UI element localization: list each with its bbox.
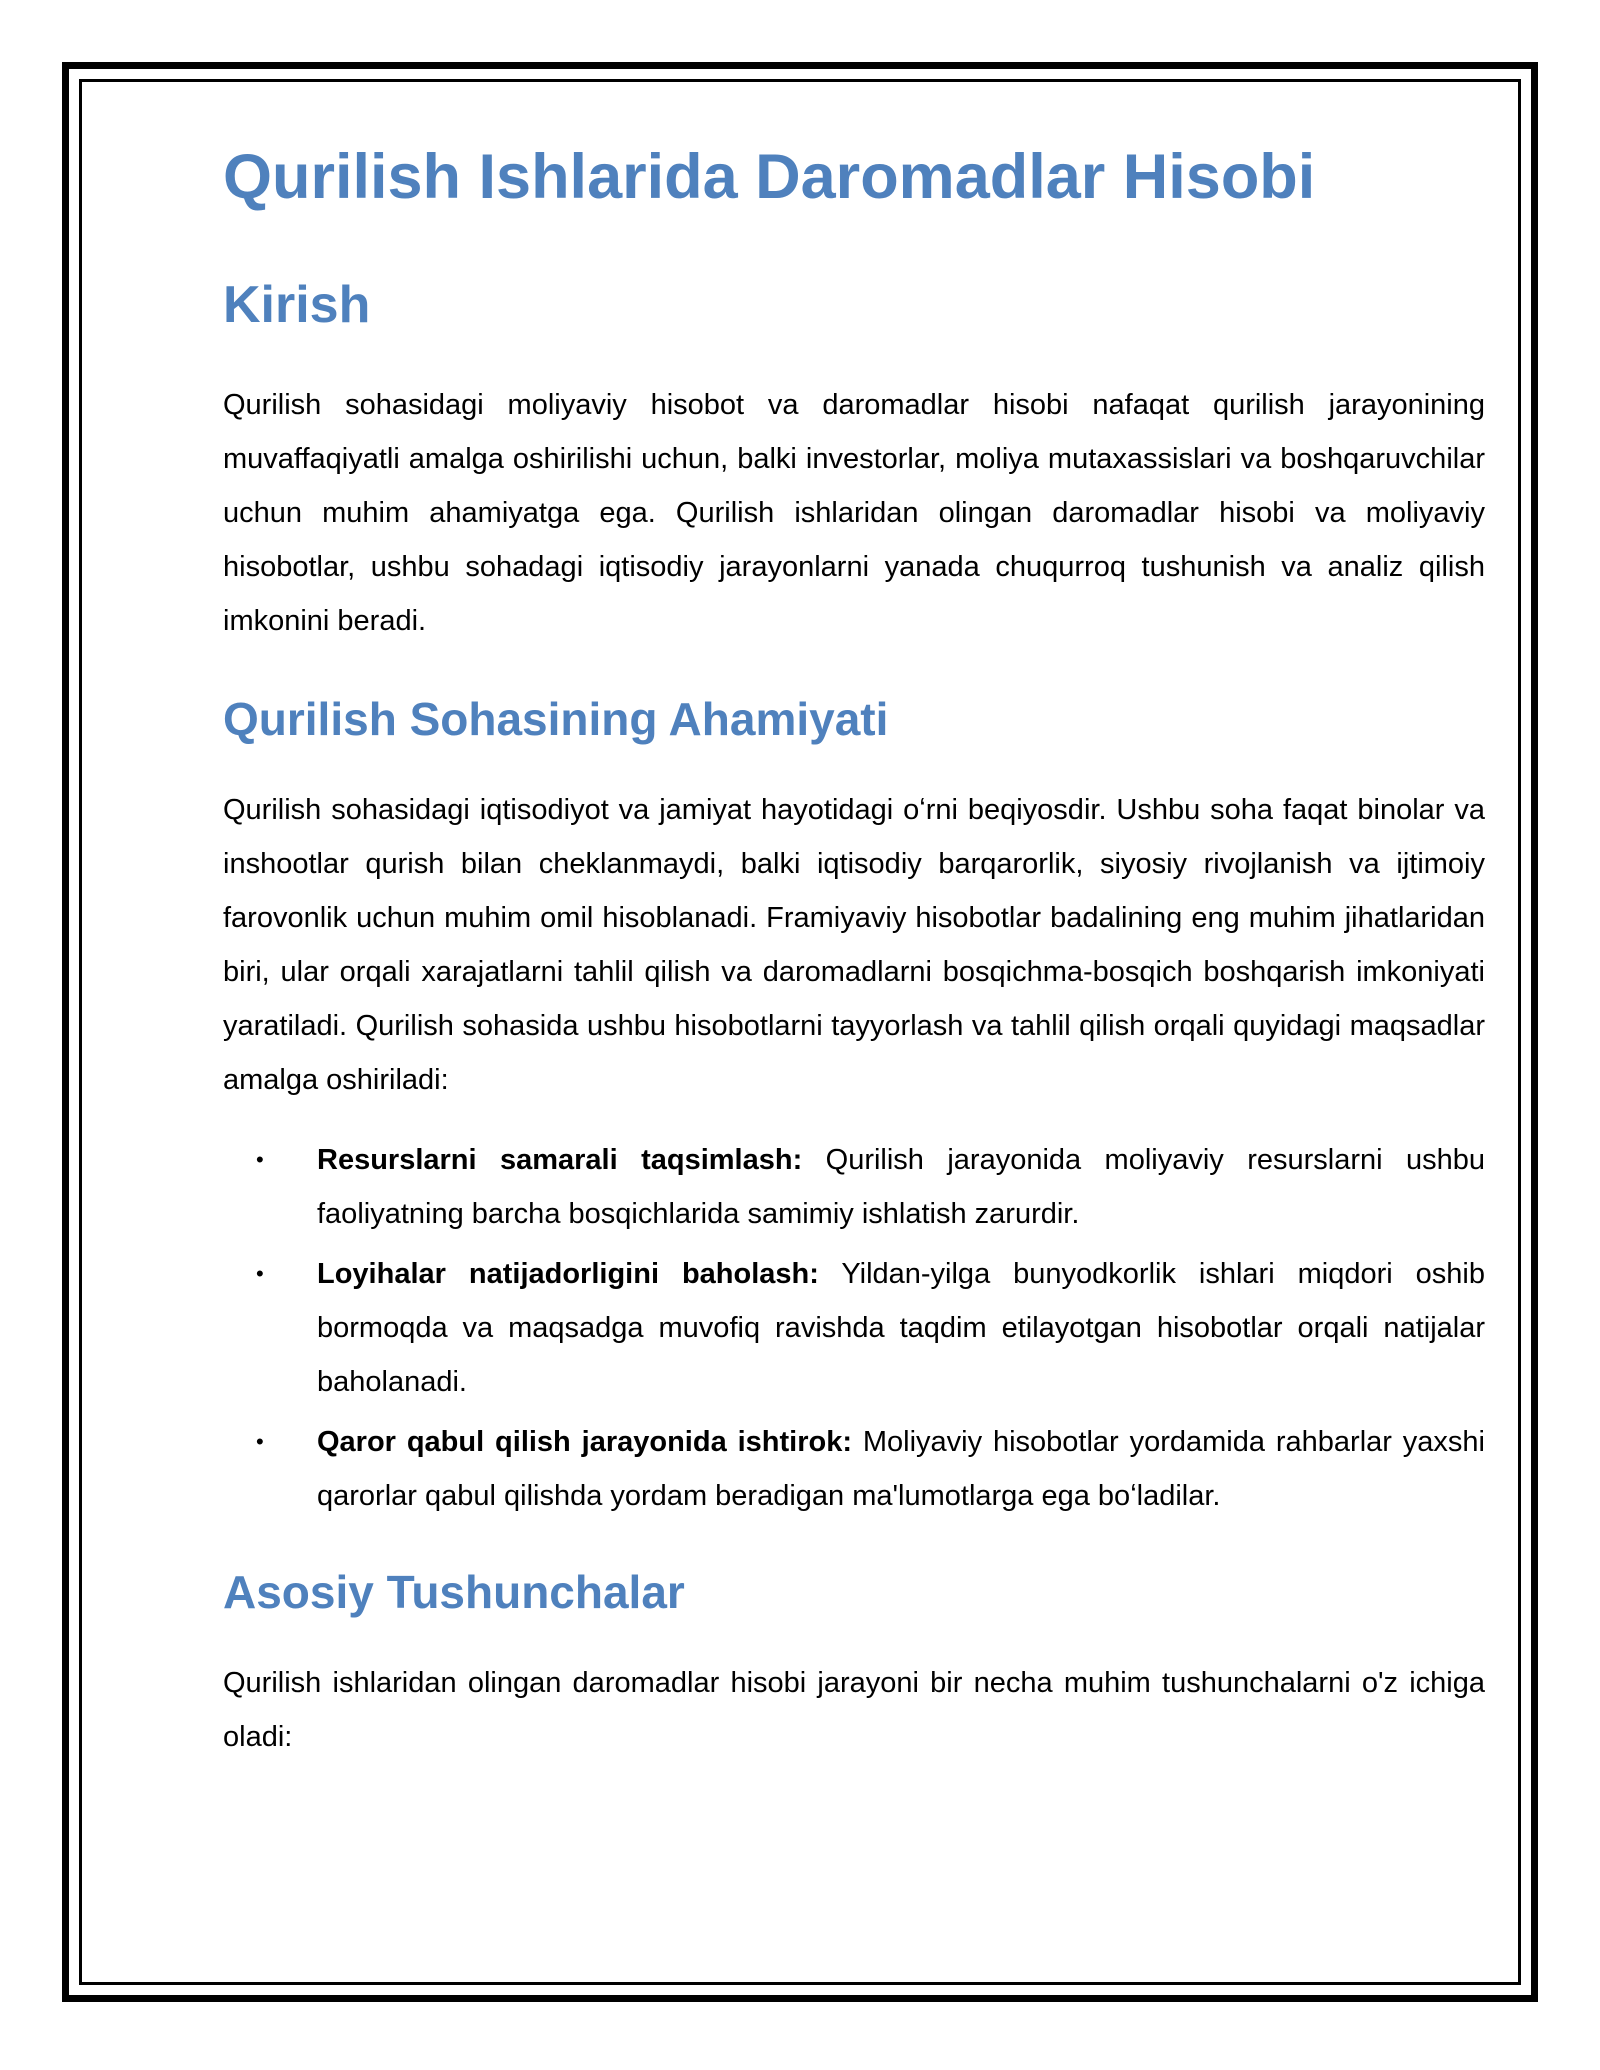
section-heading-tushunchalar: Asosiy Tushunchalar — [223, 1566, 685, 1619]
section-heading-ahamiyati: Qurilish Sohasining Ahamiyati — [223, 692, 889, 745]
list-item-text: Moliyaviy hisobotlar yordamida rahbarlar yaxshi qarorlar qabul qilishda yordam beradigan ma'lumotlarga ega boʻladilar. — [317, 1426, 1485, 1513]
list-item-label: Qaror qabul qilish jarayonida ishtirok: — [317, 1426, 852, 1459]
bullet-list — [223, 1133, 1485, 1523]
bullet-icon: • — [256, 1147, 264, 1173]
document-content — [223, 140, 1485, 1808]
document-title: Qurilish Ishlarida Daromadlar Hisobi — [223, 142, 1316, 212]
bullet-icon: • — [256, 1429, 264, 1455]
list-item — [223, 1133, 1485, 1241]
list-item — [223, 1415, 1485, 1523]
list-item-label: Resurslarni samarali taqsimlash: — [317, 1144, 803, 1177]
list-item-label: Loyihalar natijadorligini baholash: — [317, 1258, 819, 1291]
section-paragraph-ahamiyati: Qurilish sohasidagi iqtisodiyot va jamiyat hayotidagi oʻrni beqiyosdir. Ushbu soha faqat binolar va inshootlar qurish bilan cheklanmaydi, balki iqtisodiy barqarorlik, siyosiy rivojlanish va ijtimoiy farovonlik uchun muhim omil hisoblanadi. Framiyaviy hisobotlar badalining eng muhim jihatlaridan biri, ular orqali xarajatlarni tahlil qilish va daromadlarni bosqichma-bosqich boshqarish imkoniyati yaratiladi. Qurilish sohasida ushbu hisobotlarni tayyorlash va tahlil qilish orqali quyidagi maqsadlar amalga oshiriladi: — [223, 794, 1485, 1097]
list-item — [223, 1247, 1485, 1409]
list-item-text: Qurilish jarayonida moliyaviy resurslarni ushbu faoliyatning barcha bosqichlarida samimiy ishlatish zarurdir. — [317, 1144, 1485, 1231]
section-paragraph-kirish: Qurilish sohasidagi moliyaviy hisobot va daromadlar hisobi nafaqat qurilish jarayonining muvaffaqiyatli amalga oshirilishi uchun, balki investorlar, moliya mutaxassislari va boshqaruvchilar uchun muhim ahamiyatga ega. Qurilish ishlaridan olingan daromadlar hisobi va moliyaviy hisobotlar, ushbu sohadagi iqtisodiy jarayonlarni yanada chuqurroq tushunish va analiz qilish imkonini beradi. — [223, 388, 1485, 637]
section-heading-kirish: Kirish — [223, 275, 371, 334]
bullet-icon: • — [256, 1261, 264, 1287]
section-paragraph-tushunchalar: Qurilish ishlaridan olingan daromadlar hisobi jarayoni bir necha muhim tushunchalarni o'z ichiga oladi: — [223, 1667, 1485, 1754]
list-item-text: Yildan-yilga bunyodkorlik ishlari miqdori oshib bormoqda va maqsadga muvofiq ravishda taqdim etilayotgan hisobotlar orqali natijalar baholanadi. — [317, 1258, 1485, 1399]
